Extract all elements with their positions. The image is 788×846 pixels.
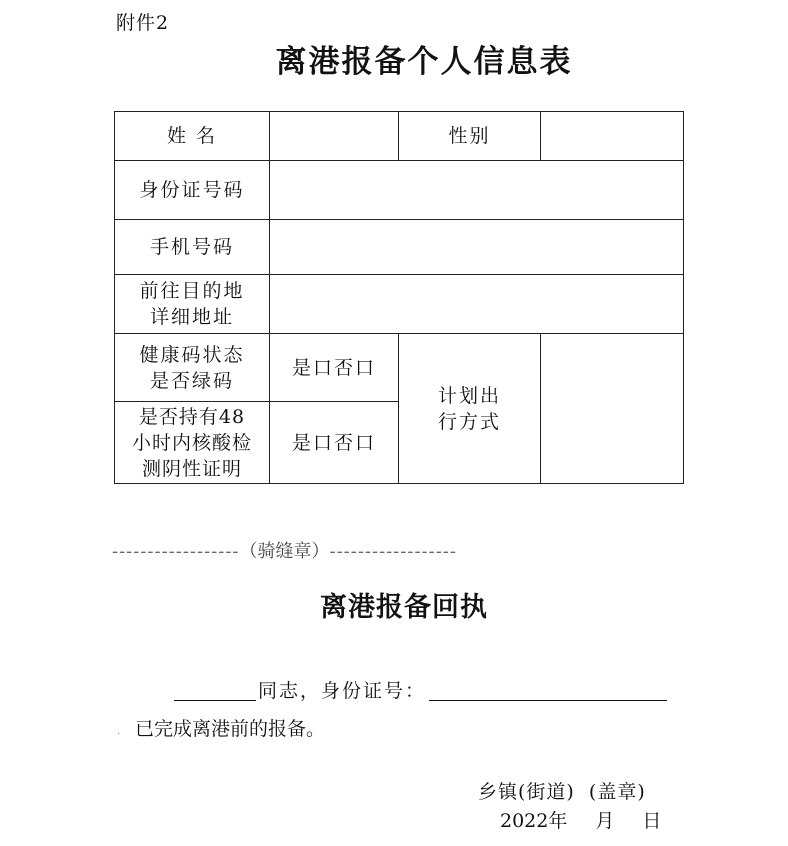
travel-mode-label [399,334,541,484]
destination-label-line-2: 详细地址 [149,306,234,328]
health-code-options[interactable]: 是口否口 [270,334,399,402]
seam-dashes-left: ------------------ [112,541,240,562]
table-row [115,275,684,334]
completed-text: 已完成离港前的报备。 [135,718,326,740]
date-year: 2022年 [500,810,568,832]
attachment-label: 附件2 [116,12,170,34]
comrade-line [172,676,426,703]
destination-label-line-1: 前往目的地 [139,280,245,302]
phone-label: 手机号码 [115,220,270,275]
seam-seal-label: （骑缝章） [239,541,330,562]
personal-info-table [114,111,684,484]
gender-label: 性别 [399,112,541,161]
travel-mode-label-line-1: 计划出 [437,384,501,407]
id-label: 身份证号码 [115,161,270,220]
nucleic-test-options[interactable]: 是口否口 [270,402,399,484]
margin-mark: . [117,726,121,737]
phone-field[interactable] [270,220,684,275]
comrade-text: 同志，身份证号： [258,680,427,702]
receipt-id-blank[interactable] [429,700,667,701]
health-code-label-line-2: 是否绿码 [149,369,234,392]
health-code-label-line-1: 健康码状态 [139,343,245,366]
nucleic-test-label [115,402,270,484]
date-month: 月 [595,810,615,832]
nucleic-test-label-line-1: 是否持有48 [138,405,246,428]
id-field[interactable] [270,161,684,220]
name-label: 姓 名 [115,112,270,161]
table-row [115,334,684,402]
travel-mode-field[interactable] [541,334,684,484]
table-row [115,161,684,220]
travel-mode-label-line-2: 行方式 [437,410,501,433]
health-code-label [115,334,270,402]
gender-field[interactable] [541,112,684,161]
table-row [115,112,684,161]
date-day: 日 [642,810,662,832]
nucleic-test-label-line-2: 小时内核酸检 [131,431,252,454]
name-field[interactable] [270,112,399,161]
date-line [500,806,661,833]
table-row [115,220,684,275]
form-title: 离港报备个人信息表 [275,44,573,80]
seam-dashes-right: ------------------ [329,541,457,562]
destination-field[interactable] [270,275,684,334]
seam-seal-divider [112,537,678,563]
receipt-title: 离港报备回执 [320,592,488,623]
destination-label [115,275,270,334]
nucleic-test-label-line-3: 测阴性证明 [141,457,242,480]
signature-line: 乡镇(街道) (盖章) [478,781,646,803]
